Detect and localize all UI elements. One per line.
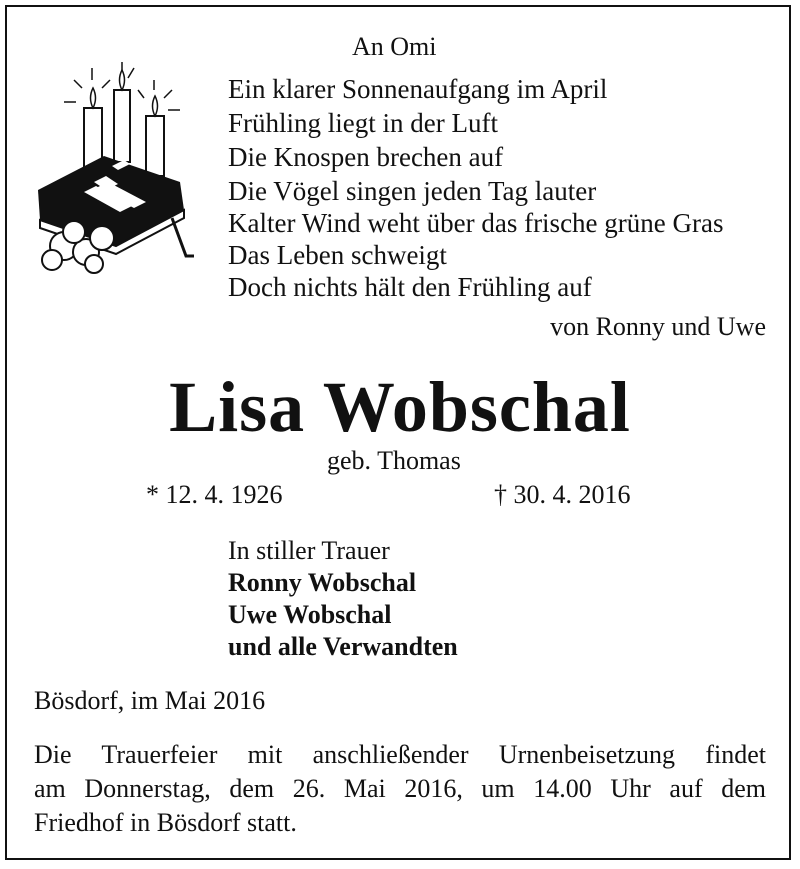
poem-signature: von Ronny und Uwe	[550, 312, 766, 341]
dedication: An Omi	[352, 32, 437, 61]
candles-bible-flowers-icon	[34, 60, 194, 275]
birth-date: * 12. 4. 1926	[146, 480, 283, 509]
funeral-notice-line: Die Trauerfeier mit anschließender Urnenbeisetzung findet	[34, 740, 766, 769]
funeral-notice-line: am Donnerstag, dem 26. Mai 2016, um 14.00 Uhr auf dem	[34, 774, 766, 803]
mourner-name: Uwe Wobschal	[228, 600, 392, 629]
poem-line: Ein klarer Sonnenaufgang im April	[228, 74, 608, 104]
poem-line: Das Leben schweigt	[228, 240, 447, 270]
place-date: Bösdorf, im Mai 2016	[34, 686, 266, 715]
mourner-name: und alle Verwandten	[228, 632, 458, 661]
poem-line: Doch nichts hält den Frühling auf	[228, 272, 592, 302]
mourner-name: Ronny Wobschal	[228, 568, 417, 597]
poem-line: Die Vögel singen jeden Tag lauter	[228, 176, 597, 206]
deceased-name: Lisa Wobschal	[169, 367, 631, 447]
poem-line: Kalter Wind weht über das frische grüne Gras	[228, 208, 724, 238]
funeral-notice-line: Friedhof in Bösdorf statt.	[34, 808, 297, 837]
poem-line: Frühling liegt in der Luft	[228, 108, 498, 138]
death-date: † 30. 4. 2016	[494, 480, 631, 509]
mourning-intro: In stiller Trauer	[228, 536, 390, 565]
poem-line: Die Knospen brechen auf	[228, 142, 504, 172]
maiden-name: geb. Thomas	[327, 446, 461, 475]
